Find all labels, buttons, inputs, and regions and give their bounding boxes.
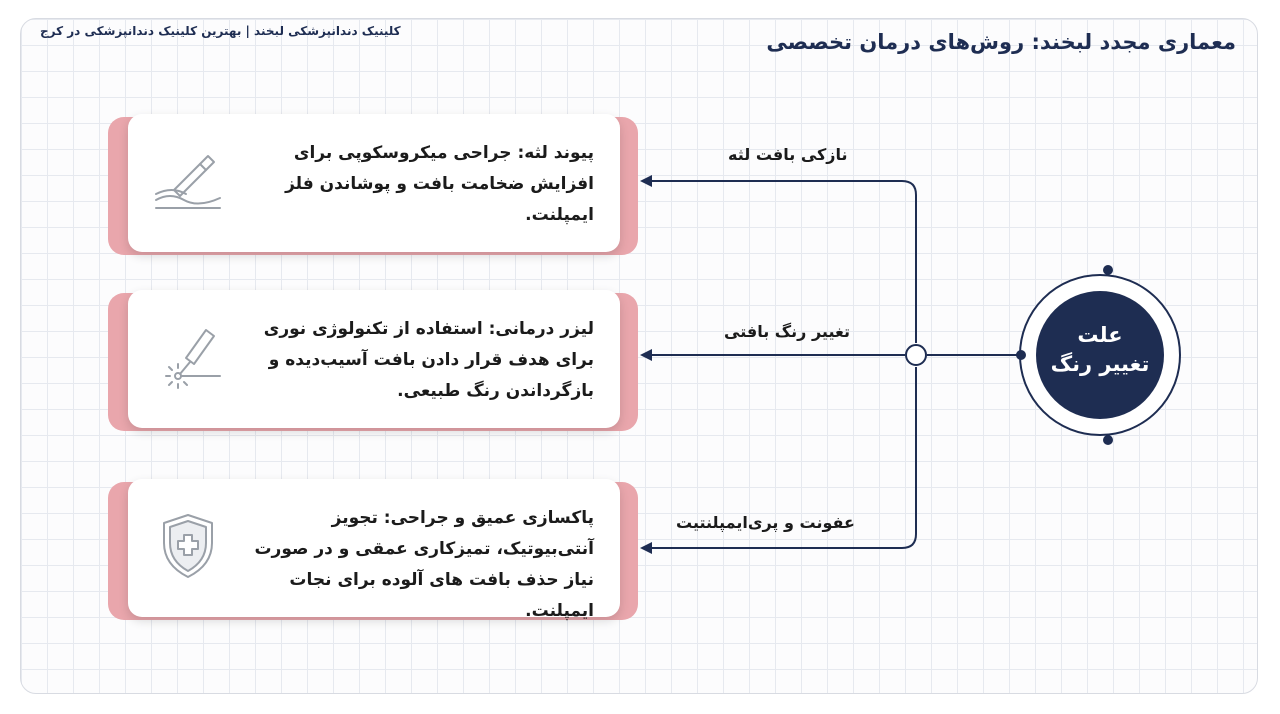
- arrow-head-top: [640, 175, 652, 187]
- brand-caption: کلینیک دندانپزشکی لبخند | بهترین کلینیک دندانپزشکی در کرج: [40, 24, 401, 38]
- arrow-head-bottom: [640, 542, 652, 554]
- card-body: [128, 479, 620, 621]
- treatment-card-deep-cleaning: [108, 482, 638, 620]
- treatment-text: لیزر درمانی: استفاده از تکنولوژی نوری برای هدف قرار دادن بافت آسیب‌دیده و بازگرداندن رنگ طبیعی.: [263, 319, 594, 401]
- card-body: [128, 114, 620, 252]
- treatment-card-laser: [108, 293, 638, 431]
- connector-top: [650, 181, 916, 343]
- hub-dot-bottom: [1103, 435, 1113, 445]
- hub-dot-left: [1016, 350, 1026, 360]
- hub-label-line1: علت: [1077, 323, 1123, 347]
- treatment-text: پیوند لثه: جراحی میکروسکوپی برای افزایش ضخامت بافت و پوشاندن فلز ایمپلنت.: [285, 143, 594, 225]
- cause-label-peri-implantitis: عفونت و پری‌ایمپلنتیت: [676, 513, 855, 532]
- hub-label-line2: تغییر رنگ: [1050, 352, 1150, 376]
- card-body: [128, 290, 620, 428]
- laser-icon: [150, 318, 226, 394]
- cause-label-tissue-discoloration: تغییر رنگ بافتی: [724, 322, 851, 341]
- arrow-head-middle: [640, 349, 652, 361]
- junction-node: [906, 345, 926, 365]
- hub-dot-top: [1103, 265, 1113, 275]
- hub-label: [1040, 321, 1160, 379]
- treatment-card-gum-graft: [108, 117, 638, 255]
- scalpel-icon: [150, 142, 226, 218]
- page-title: معماری مجدد لبخند: روش‌های درمان تخصصی: [766, 30, 1236, 54]
- treatment-text: پاکسازی عمیق و جراحی: تجویز آنتی‌بیوتیک، تمیزکاری عمقی و در صورت نیاز حذف بافت های آلوده برای نجات ایمپلنت.: [254, 508, 594, 621]
- cause-label-gum-thinness: نازکی بافت لثه: [728, 145, 848, 164]
- shield-icon: [150, 507, 226, 583]
